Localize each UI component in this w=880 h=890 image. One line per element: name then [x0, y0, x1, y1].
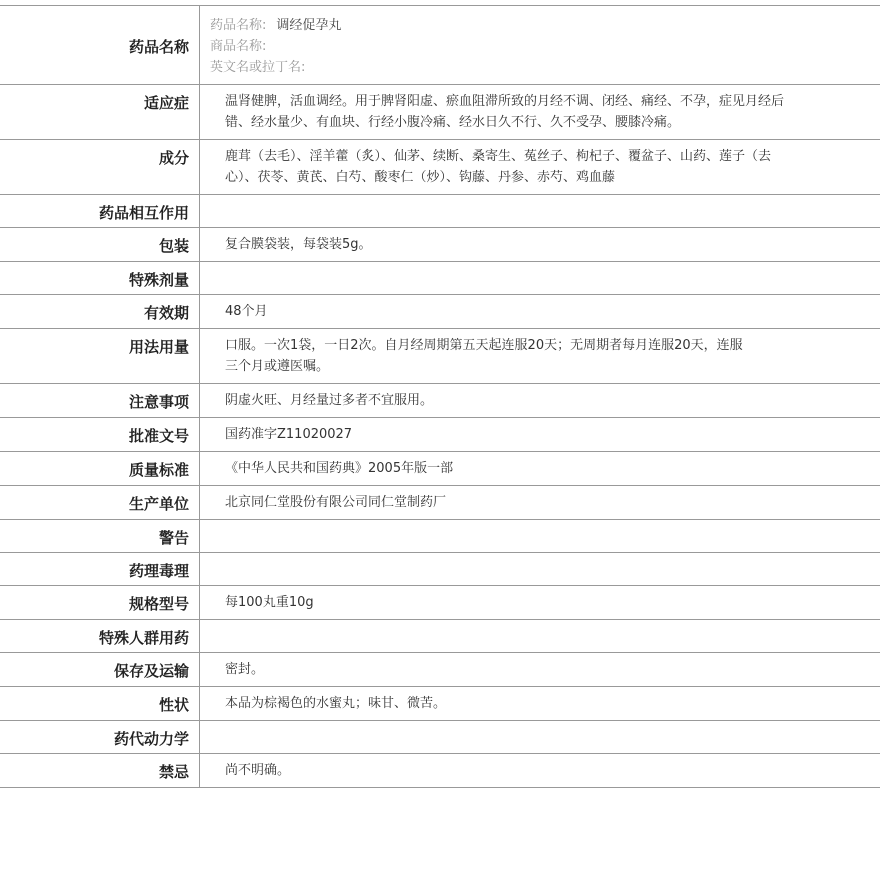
row-label: 适应症: [0, 85, 200, 139]
row-value: [200, 553, 880, 585]
table-row: [0, 520, 880, 553]
row-label: 禁忌: [0, 754, 200, 787]
table-row: [0, 486, 880, 520]
table-row: [0, 228, 880, 262]
row-value: 每100丸重10g: [225, 595, 314, 610]
row-value: 阴虚火旺、月经量过多者不宜服用。: [225, 393, 434, 408]
row-value: 北京同仁堂股份有限公司同仁堂制药厂: [225, 495, 447, 510]
table-row: [0, 85, 880, 140]
table-row: [0, 586, 880, 620]
row-value: 《中华人民共和国药典》2005年版一部: [225, 461, 454, 476]
row-label: 规格型号: [0, 586, 200, 619]
generic-name-value: 调经促孕丸: [276, 18, 342, 33]
generic-name-key: 药品名称:: [210, 18, 267, 33]
row-label: 质量标准: [0, 452, 200, 485]
latin-name-key: 英文名或拉丁名:: [210, 60, 306, 75]
row-label: 成分: [0, 140, 200, 194]
row-label: 警告: [0, 520, 200, 552]
row-label: 药品名称: [0, 6, 200, 84]
row-value: [200, 195, 880, 227]
row-value: [200, 520, 880, 552]
row-value: 鹿茸（去毛）、淫羊藿（炙）、仙茅、续断、桑寄生、菟丝子、枸杞子、覆盆子、山药、莲子（去心）、茯苓、黄芪、白芍、酸枣仁（炒）、钩藤、丹参、赤芍、鸡血藤: [225, 149, 772, 185]
table-row: [0, 754, 880, 788]
row-label: 药理毒理: [0, 553, 200, 585]
table-row: [0, 195, 880, 228]
row-label: 有效期: [0, 295, 200, 328]
row-value: [200, 721, 880, 753]
table-row: [0, 6, 880, 85]
row-label: 生产单位: [0, 486, 200, 519]
row-label: 批准文号: [0, 418, 200, 451]
name-cell: [200, 6, 880, 84]
row-label: 药代动力学: [0, 721, 200, 753]
table-row: [0, 721, 880, 754]
table-row: [0, 418, 880, 452]
table-row: [0, 384, 880, 418]
row-value: 本品为棕褐色的水蜜丸；味甘、微苦。: [225, 696, 447, 711]
row-label: 保存及运输: [0, 653, 200, 686]
table-row: [0, 452, 880, 486]
row-label: 注意事项: [0, 384, 200, 417]
table-row: [0, 295, 880, 329]
row-label: 特殊剂量: [0, 262, 200, 294]
row-value: [200, 620, 880, 652]
table-row: [0, 687, 880, 721]
row-value: 密封。: [225, 662, 265, 677]
table-row: [0, 329, 880, 384]
trade-name-line: [210, 36, 880, 57]
row-value: 48个月: [225, 304, 268, 319]
table-row: [0, 653, 880, 687]
row-label: 性状: [0, 687, 200, 720]
row-value: 口服。一次1袋，一日2次。自月经周期第五天起连服20天；无周期者每月连服20天，连服三个月或遵医嘱。: [225, 338, 743, 374]
generic-name-line: [210, 15, 880, 36]
row-value: 温肾健脾，活血调经。用于脾肾阳虚、瘀血阻滞所致的月经不调、闭经、痛经、不孕，症见月经后错、经水量少、有血块、行经小腹冷痛、经水日久不行、久不受孕、腰膝冷痛。: [225, 94, 785, 130]
row-label: 用法用量: [0, 329, 200, 383]
row-label: 药品相互作用: [0, 195, 200, 227]
table-row: [0, 140, 880, 195]
latin-name-line: [210, 57, 880, 78]
row-value: [200, 262, 880, 294]
table-row: [0, 553, 880, 586]
row-value: 尚不明确。: [225, 763, 291, 778]
row-label: 特殊人群用药: [0, 620, 200, 652]
drug-info-table: [0, 5, 880, 788]
trade-name-key: 商品名称:: [210, 39, 267, 54]
row-label: 包装: [0, 228, 200, 261]
table-row: [0, 262, 880, 295]
table-row: [0, 620, 880, 653]
row-value: 复合膜袋装，每袋装5g。: [225, 237, 372, 252]
row-value: 国药准字Z11020027: [225, 427, 353, 442]
